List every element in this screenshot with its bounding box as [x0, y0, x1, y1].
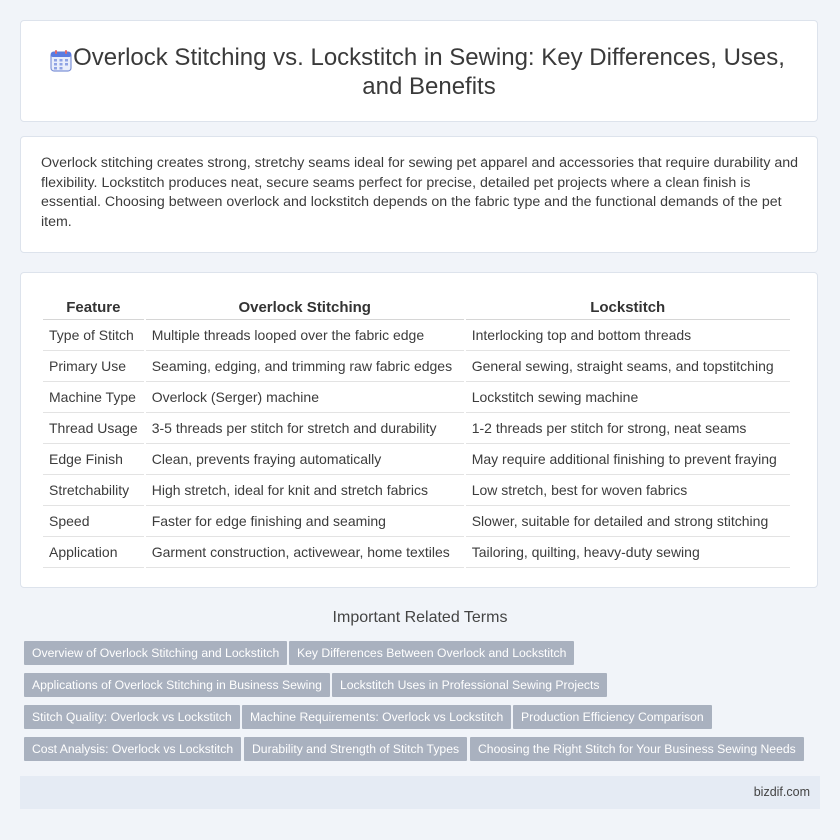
table-cell-lockstitch: Tailoring, quilting, heavy-duty sewing: [466, 537, 790, 568]
related-term-tag[interactable]: Cost Analysis: Overlock vs Lockstitch: [24, 737, 241, 761]
table-cell-overlock: 3-5 threads per stitch for stretch and durability: [146, 413, 464, 444]
table-cell-feature: Stretchability: [43, 475, 144, 506]
table-header-overlock: Overlock Stitching: [146, 295, 464, 320]
related-term-tag[interactable]: Production Efficiency Comparison: [513, 705, 712, 729]
table-row: [43, 351, 790, 382]
table-cell-overlock: Garment construction, activewear, home textiles: [146, 537, 464, 568]
footer: [20, 776, 820, 809]
table-cell-overlock: Overlock (Serger) machine: [146, 382, 464, 413]
intro-paragraph: Overlock stitching creates strong, stretchy seams ideal for sewing pet apparel and accessories that require durability and flexibility. Lockstitch produces neat, secure seams perfect for precise, detailed pet projects where a clean finish is essential. Choosing between overlock and lockstitch depends on the fabric type and the functional demands of the pet item.: [41, 155, 799, 230]
table-row: [43, 537, 790, 568]
table-row: [43, 506, 790, 537]
related-term-tag[interactable]: Lockstitch Uses in Professional Sewing Projects: [332, 673, 607, 697]
table-cell-feature: Machine Type: [43, 382, 144, 413]
intro-card: [20, 136, 818, 253]
related-terms-title: Important Related Terms: [332, 609, 508, 626]
related-term-tag[interactable]: Choosing the Right Stitch for Your Business Sewing Needs: [470, 737, 804, 761]
header-card: [20, 20, 818, 122]
related-term-tag[interactable]: Applications of Overlock Stitching in Business Sewing: [24, 673, 330, 697]
table-cell-overlock: Multiple threads looped over the fabric edge: [146, 320, 464, 351]
table-cell-overlock: Faster for edge finishing and seaming: [146, 506, 464, 537]
table-cell-feature: Speed: [43, 506, 144, 537]
table-cell-feature: Type of Stitch: [43, 320, 144, 351]
related-term-tag[interactable]: Overview of Overlock Stitching and Lockstitch: [24, 641, 287, 665]
comparison-table: [43, 295, 790, 568]
table-cell-lockstitch: Low stretch, best for woven fabrics: [466, 475, 790, 506]
table-cell-lockstitch: 1-2 threads per stitch for strong, neat seams: [466, 413, 790, 444]
table-header-feature: Feature: [43, 295, 144, 320]
table-cell-feature: Primary Use: [43, 351, 144, 382]
table-cell-overlock: Seaming, edging, and trimming raw fabric edges: [146, 351, 464, 382]
table-cell-feature: Thread Usage: [43, 413, 144, 444]
table-cell-overlock: High stretch, ideal for knit and stretch fabrics: [146, 475, 464, 506]
related-term-tag[interactable]: Stitch Quality: Overlock vs Lockstitch: [24, 705, 240, 729]
table-cell-feature: Application: [43, 537, 144, 568]
table-cell-lockstitch: Interlocking top and bottom threads: [466, 320, 790, 351]
table-row: [43, 382, 790, 413]
table-cell-overlock: Clean, prevents fraying automatically: [146, 444, 464, 475]
table-row: [43, 413, 790, 444]
related-term-tag[interactable]: Key Differences Between Overlock and Lockstitch: [289, 641, 574, 665]
table-cell-lockstitch: Lockstitch sewing machine: [466, 382, 790, 413]
table-row: [43, 320, 790, 351]
table-cell-feature: Edge Finish: [43, 444, 144, 475]
page-title: Overlock Stitching vs. Lockstitch in Sewing: Key Differences, Uses, and Benefits: [73, 44, 785, 100]
table-cell-lockstitch: Slower, suitable for detailed and strong stitching: [466, 506, 790, 537]
table-header-row: [43, 295, 790, 320]
comparison-table-card: [20, 272, 818, 588]
table-cell-lockstitch: General sewing, straight seams, and topstitching: [466, 351, 790, 382]
table-row: [43, 444, 790, 475]
table-cell-lockstitch: May require additional finishing to prevent fraying: [466, 444, 790, 475]
footer-site: bizdif.com: [753, 785, 810, 799]
table-header-lockstitch: Lockstitch: [466, 295, 790, 320]
related-term-tag[interactable]: Machine Requirements: Overlock vs Lockstitch: [242, 705, 511, 729]
related-term-tag[interactable]: Durability and Strength of Stitch Types: [244, 737, 467, 761]
table-row: [43, 475, 790, 506]
